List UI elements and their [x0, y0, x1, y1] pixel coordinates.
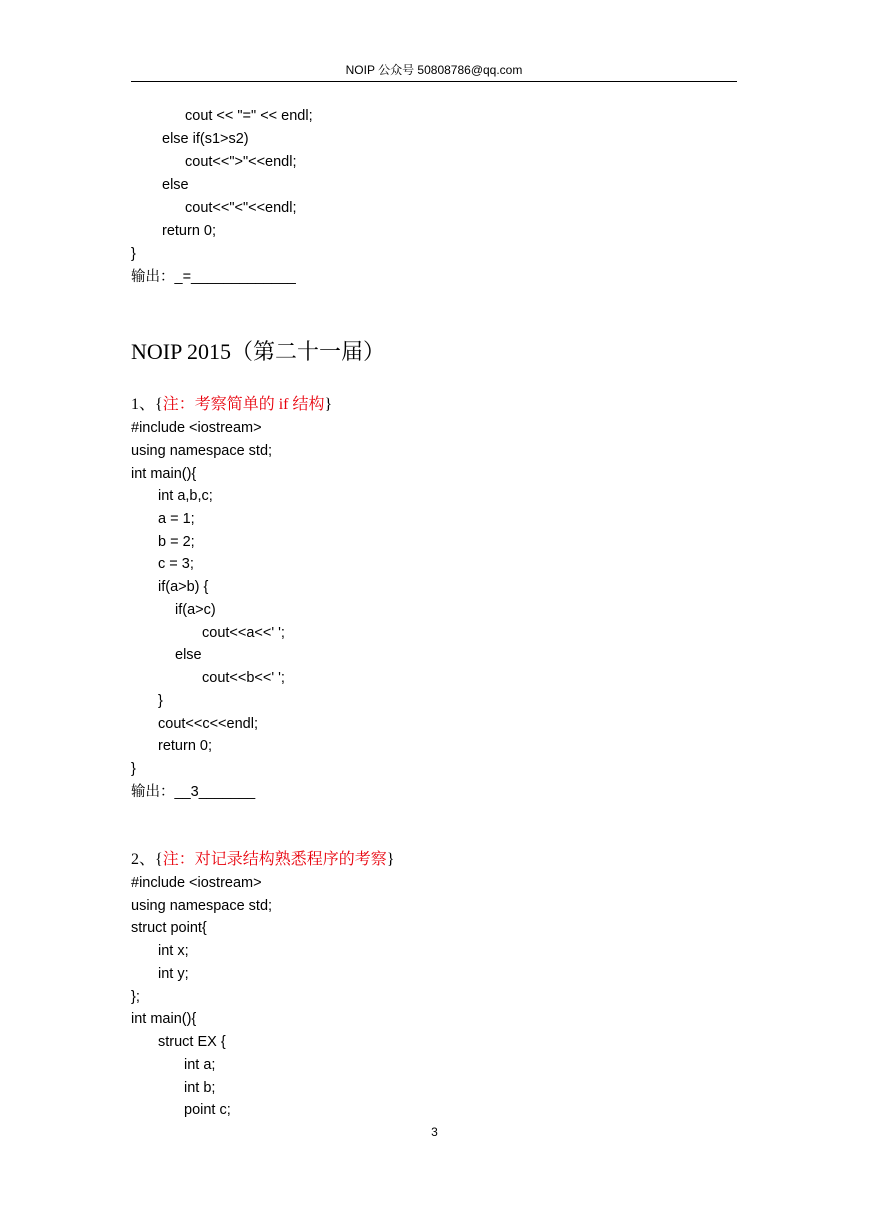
page-number: 3 — [431, 1125, 438, 1139]
header-divider — [131, 81, 737, 82]
brace: { — [155, 396, 163, 413]
output-answer: 输出：__3_______ — [131, 784, 256, 800]
code-line: } — [131, 246, 136, 262]
brace: { — [155, 851, 163, 868]
code-line: cout << "=" << endl; — [185, 108, 313, 124]
code-line: else if(s1>s2) — [162, 131, 249, 147]
code-line: else — [162, 177, 189, 193]
question-number: 1、 — [131, 396, 156, 413]
code-line: #include <iostream> — [131, 875, 262, 891]
code-line: int main(){ — [131, 1011, 197, 1027]
code-line: #include <iostream> — [131, 420, 262, 436]
code-line: struct point{ — [131, 920, 207, 936]
code-line: int b; — [184, 1080, 216, 1096]
code-line: if(a>c) — [175, 602, 216, 618]
code-line: cout<<">"<<endl; — [185, 154, 297, 170]
code-line: return 0; — [158, 738, 212, 754]
output-answer: 输出：_=_____________ — [131, 269, 296, 285]
code-line: } — [158, 693, 163, 709]
code-line: } — [131, 761, 136, 777]
question-heading — [131, 851, 394, 869]
question-number: 2、 — [131, 851, 156, 868]
code-line: else — [175, 647, 202, 663]
brace: } — [324, 396, 333, 413]
question-note: 注：考察简单的 if 结构 — [162, 396, 325, 413]
code-line: cout<<b<<' '; — [202, 670, 285, 686]
code-line: int y; — [158, 966, 189, 982]
code-line: using namespace std; — [131, 898, 273, 914]
code-line: int a,b,c; — [158, 488, 213, 504]
page-header: NOIP 公众号 50808786@qq.com — [345, 63, 523, 77]
code-line: int main(){ — [131, 466, 197, 482]
code-line: if(a>b) { — [158, 579, 209, 595]
section-title: NOIP 2015（第二十一届） — [131, 339, 386, 364]
code-line: return 0; — [162, 223, 216, 239]
code-line: point c; — [184, 1102, 231, 1118]
code-line: c = 3; — [158, 556, 194, 572]
code-line: struct EX { — [158, 1034, 226, 1050]
code-line: cout<<c<<endl; — [158, 716, 258, 732]
question-note: 注：对记录结构熟悉程序的考察 — [162, 851, 387, 868]
code-line: cout<<a<<' '; — [202, 625, 285, 641]
code-line: int x; — [158, 943, 189, 959]
code-line: using namespace std; — [131, 443, 273, 459]
code-line: cout<<"<"<<endl; — [185, 200, 297, 216]
code-line: }; — [131, 989, 140, 1005]
code-line: a = 1; — [158, 511, 195, 527]
question-heading — [131, 396, 332, 414]
code-line: b = 2; — [158, 534, 195, 550]
brace: } — [386, 851, 395, 868]
code-line: int a; — [184, 1057, 216, 1073]
